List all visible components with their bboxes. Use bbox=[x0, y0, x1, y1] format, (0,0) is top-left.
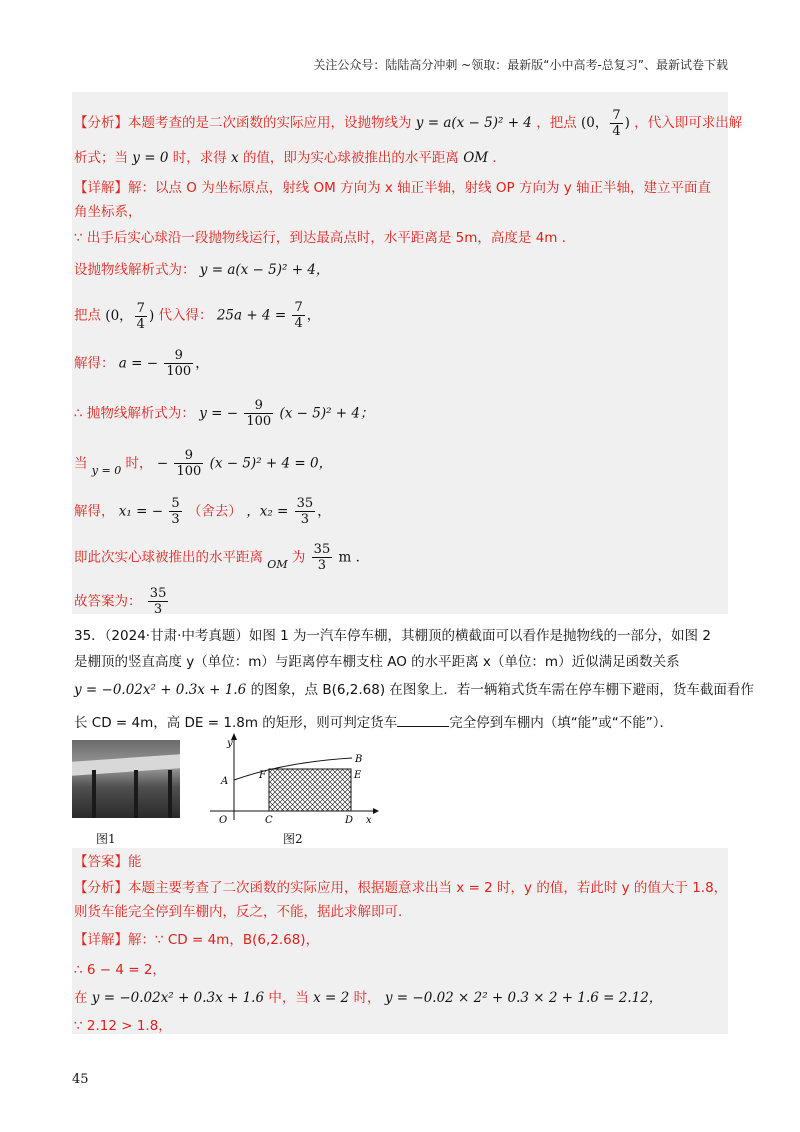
svg-text:y: y bbox=[227, 738, 233, 749]
svg-text:x: x bbox=[366, 815, 372, 826]
fraction: $\frac{35}{3}$ bbox=[313, 542, 331, 573]
page-header: 关注公众号：陆陆高分冲刺 ~领取：最新版“小中高考-总复习”、最新试卷下载 bbox=[313, 58, 728, 72]
figure-1-caption: 图1 bbox=[96, 832, 116, 846]
step-1: 设抛物线解析式为： y = a(x − 5)² + 4， bbox=[74, 262, 330, 278]
detail-2-line-1: 【详解】解：∵ CD = 4m，B(6,2.68)， bbox=[74, 932, 320, 948]
fraction: $\frac{35}{3}$ bbox=[149, 586, 167, 617]
detail-line-1: 【详解】解：以点 O 为坐标原点，射线 OM 方向为 x 轴正半轴，射线 OP 方向为 y 轴正半轴，建立平面直 bbox=[74, 180, 712, 196]
detail-line-3: ∵ 出手后实心球沿一段抛物线运行，到达最高点时，水平距离是 5m，高度是 4m ． bbox=[74, 230, 576, 246]
problem-35-line-3: y = −0.02x² + 0.3x + 1.6 的图象，点 B(6,2.68) 在图象上．若一辆箱式货车需在停车棚下避雨，货车截面看作 bbox=[74, 682, 754, 698]
svg-text:O: O bbox=[219, 815, 228, 826]
analysis-line-2: 析式；当 y = 0 时，求得 x 的值，即为实心球被推出的水平距离 OM ． bbox=[74, 150, 506, 166]
svg-text:E: E bbox=[354, 770, 362, 781]
fraction: $\frac{35}{3}$ bbox=[296, 496, 314, 527]
carport-photo bbox=[72, 740, 180, 818]
analysis-line-1: 【分析】本题考查的是二次函数的实际应用，设抛物线为 y = a(x − 5)² + 4 ，把点 (0， $\frac{7}{4}$ ) ，代入即可求出解 bbox=[74, 108, 743, 139]
parabola-formula: y = a(x − 5)² + 4 bbox=[415, 115, 532, 131]
problem-35-line-4: 长 CD = 4m，高 DE = 1.8m 的矩形，则可判定货车 完全停到车棚内（填“能”或“不能”）． bbox=[74, 712, 673, 733]
fraction: $\frac{5}{3}$ bbox=[171, 496, 180, 527]
figure-2-caption: 图2 bbox=[283, 832, 303, 846]
fraction: $\frac{9}{100}$ bbox=[166, 348, 192, 379]
svg-text:B: B bbox=[355, 754, 363, 765]
step-8: 故答案为： $\frac{35}{3}$ bbox=[74, 586, 167, 617]
analysis-2-line-2: 则货车能完全停到车棚内，反之，不能，据此求解即可． bbox=[74, 904, 412, 920]
detail-line-2: 角坐标系， bbox=[74, 204, 142, 220]
problem-35-line-1: 35．（2024·甘肃·中考真题）如图 1 为一汽车停车棚，其棚顶的横截面可以看作是抛物线的一部分，如图 2 bbox=[74, 628, 711, 644]
detail-2-line-3: 在 y = −0.02x² + 0.3x + 1.6 中，当 x = 2 时， y = −0.02 × 2² + 0.3 × 2 + 1.6 = 2.12， bbox=[74, 990, 663, 1006]
step-6: 解得， x₁ = − $\frac{5}{3}$ （舍去） ，x₂ = $\frac{35}{3}$ ， bbox=[74, 496, 331, 527]
svg-text:F: F bbox=[259, 770, 266, 781]
truck-rectangle bbox=[269, 769, 351, 811]
step-4: ∴ 抛物线解析式为： y = − $\frac{9}{100}$ (x − 5)² + 4； bbox=[74, 398, 374, 429]
detail-2-line-4: ∵ 2.12 > 1.8， bbox=[74, 1018, 172, 1034]
answer-line: 【答案】能 bbox=[74, 854, 142, 870]
fraction: $\frac{9}{100}$ bbox=[246, 398, 272, 429]
figure-2-diagram bbox=[205, 732, 380, 827]
step-2: 把点 (0， $\frac{7}{4}$ ) 代入得： 25a + 4 = $\frac{7}{4}$ ， bbox=[74, 300, 321, 332]
answer-blank[interactable] bbox=[397, 712, 449, 727]
fraction: $\frac{7}{4}$ bbox=[136, 300, 145, 332]
page-number: 45 bbox=[72, 1072, 89, 1087]
step-3: 解得： a = − $\frac{9}{100}$ ， bbox=[74, 348, 209, 379]
detail-2-line-2: ∴ 6 − 4 = 2， bbox=[74, 962, 166, 978]
svg-text:C: C bbox=[265, 815, 273, 826]
fraction: $\frac{9}{100}$ bbox=[176, 448, 202, 479]
problem-35-line-2: 是棚顶的竖直高度 y（单位：m）与距离停车棚支柱 AO 的水平距离 x（单位：m）近似满足函数关系 bbox=[74, 654, 680, 670]
analysis-2-line-1: 【分析】本题主要考查了二次函数的实际应用，根据题意求出当 x = 2 时，y 的值，若此时 y 的值大于 1.8， bbox=[74, 880, 728, 896]
svg-text:A: A bbox=[221, 776, 229, 787]
step-5: 当 $_{y = 0}$ 时， − $\frac{9}{100}$ (x − 5)² + 4 = 0， bbox=[74, 448, 333, 479]
step-7: 即此次实心球被推出的水平距离 $_{OM}$ 为 $\frac{35}{3}$ m ． bbox=[74, 542, 370, 573]
fraction: $\frac{7}{4}$ bbox=[612, 108, 621, 139]
fraction: $\frac{7}{4}$ bbox=[294, 300, 303, 331]
svg-text:D: D bbox=[345, 815, 354, 826]
